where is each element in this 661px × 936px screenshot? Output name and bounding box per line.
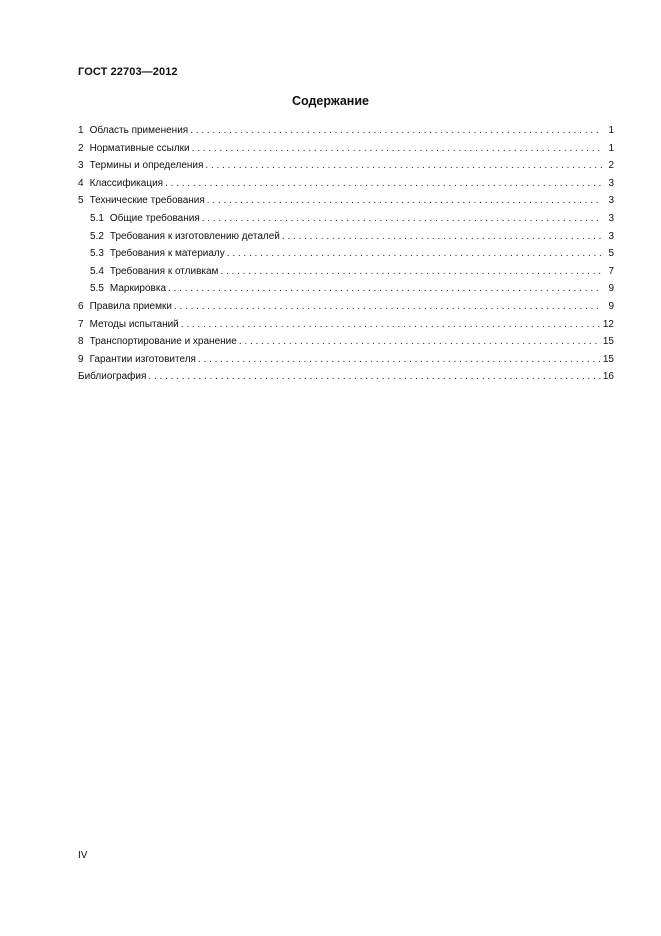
toc-entry-label <box>90 263 218 281</box>
toc-entry-text: Методы испытаний <box>89 318 179 330</box>
toc-entry[interactable] <box>78 316 614 334</box>
toc-entry-label <box>90 228 280 246</box>
toc-entry-text: Классификация <box>89 177 164 189</box>
document-header: ГОСТ 22703—2012 <box>78 66 178 78</box>
toc-entry-label <box>90 245 225 263</box>
toc-entry-number: 4 <box>78 177 84 189</box>
toc-dot-leader <box>188 122 602 140</box>
toc-entry-page: 12 <box>602 318 614 330</box>
toc-entry-text: Требования к изготовлению деталей <box>109 230 280 242</box>
toc-entry[interactable] <box>78 122 614 140</box>
toc-entry-text: Нормативные ссылки <box>89 142 190 154</box>
toc-dot-leader <box>218 263 602 281</box>
toc-entry-text: Термины и определения <box>89 160 204 172</box>
toc-entry-text: Гарантии изготовителя <box>89 353 196 365</box>
toc-entry-number: 5 <box>78 195 84 207</box>
toc-entry[interactable] <box>78 333 614 351</box>
toc-entry-label <box>78 140 190 158</box>
toc-entry-text: Общие требования <box>109 212 200 224</box>
toc-entry-number: 3 <box>78 160 84 172</box>
toc-entry-text: Требования к отливкам <box>109 265 219 277</box>
toc-entry[interactable] <box>78 192 614 210</box>
toc-entry[interactable] <box>78 245 614 263</box>
toc-entry-number: 5.2 <box>90 230 104 242</box>
toc-entry-number: 9 <box>78 353 84 365</box>
toc-entry-label <box>78 368 146 386</box>
toc-entry-label <box>78 333 237 351</box>
toc-entry-text: Требования к материалу <box>109 248 225 260</box>
toc-entry-label <box>78 316 179 334</box>
toc-entry[interactable] <box>78 228 614 246</box>
toc-entry[interactable] <box>78 175 614 193</box>
toc-entry-label <box>90 280 166 298</box>
toc-entry-number: 5.3 <box>90 248 104 260</box>
toc-entry[interactable] <box>78 280 614 298</box>
toc-entry-page: 3 <box>608 177 614 189</box>
toc-entry-text: Технические требования <box>89 195 205 207</box>
toc-dot-leader <box>200 210 602 228</box>
toc-entry-page: 1 <box>608 125 614 136</box>
toc-dot-leader <box>280 228 602 246</box>
toc-entry[interactable] <box>78 140 614 158</box>
toc-entry-label <box>78 122 188 140</box>
toc-dot-leader <box>146 368 600 386</box>
toc-entry-label <box>78 298 172 316</box>
toc-entry-label <box>78 192 205 210</box>
toc-entry-number: 5.5 <box>90 283 104 295</box>
toc-dot-leader <box>225 245 602 263</box>
toc-dot-leader <box>166 280 602 298</box>
toc-entry-number: 2 <box>78 142 84 154</box>
toc-entry-page: 15 <box>602 336 614 348</box>
toc-entry-number: 6 <box>78 300 84 312</box>
toc-entry-number: 5.1 <box>90 212 104 224</box>
toc-dot-leader <box>196 351 601 369</box>
toc-entry-page: 9 <box>608 300 614 312</box>
toc-dot-leader <box>190 140 602 158</box>
toc-entry-number: 1 <box>78 125 84 136</box>
toc-entry-page: 3 <box>608 212 614 224</box>
toc-entry-label <box>90 210 200 228</box>
page-number: IV <box>78 850 88 861</box>
toc-entry-text: Маркировка <box>109 283 167 295</box>
toc-entry-label <box>78 157 203 175</box>
toc-dot-leader <box>205 192 602 210</box>
toc-entry-page: 2 <box>608 160 614 172</box>
toc-entry-page: 3 <box>608 195 614 207</box>
toc-entry-text: Библиография <box>78 371 147 383</box>
toc-entry-number: 8 <box>78 336 84 348</box>
toc-entry-page: 9 <box>608 283 614 295</box>
toc-dot-leader <box>163 175 602 193</box>
toc-entry-page: 3 <box>608 230 614 242</box>
toc-entry-page: 16 <box>602 371 614 383</box>
toc-entry[interactable] <box>78 368 614 386</box>
toc-entry-number: 5.4 <box>90 265 104 277</box>
toc-dot-leader <box>237 333 601 351</box>
toc-entry[interactable] <box>78 351 614 369</box>
toc-entry-text: Транспортирование и хранение <box>89 336 237 348</box>
toc-entry-page: 5 <box>608 248 614 260</box>
page-title: Содержание <box>291 94 369 108</box>
toc-entry-text: Область применения <box>89 125 189 136</box>
toc-entry-label <box>78 175 163 193</box>
toc-entry-text: Правила приемки <box>89 300 172 312</box>
toc-entry[interactable] <box>78 263 614 281</box>
toc-dot-leader <box>203 157 602 175</box>
toc-entry-number: 7 <box>78 318 84 330</box>
toc-entry[interactable] <box>78 298 614 316</box>
toc-entry-page: 7 <box>608 265 614 277</box>
toc-entry-page: 15 <box>602 353 614 365</box>
toc-dot-leader <box>179 316 601 334</box>
table-of-contents <box>78 122 614 386</box>
toc-dot-leader <box>172 298 602 316</box>
toc-entry-label <box>78 351 196 369</box>
toc-entry[interactable] <box>78 210 614 228</box>
toc-entry[interactable] <box>78 157 614 175</box>
toc-entry-page: 1 <box>608 142 614 154</box>
